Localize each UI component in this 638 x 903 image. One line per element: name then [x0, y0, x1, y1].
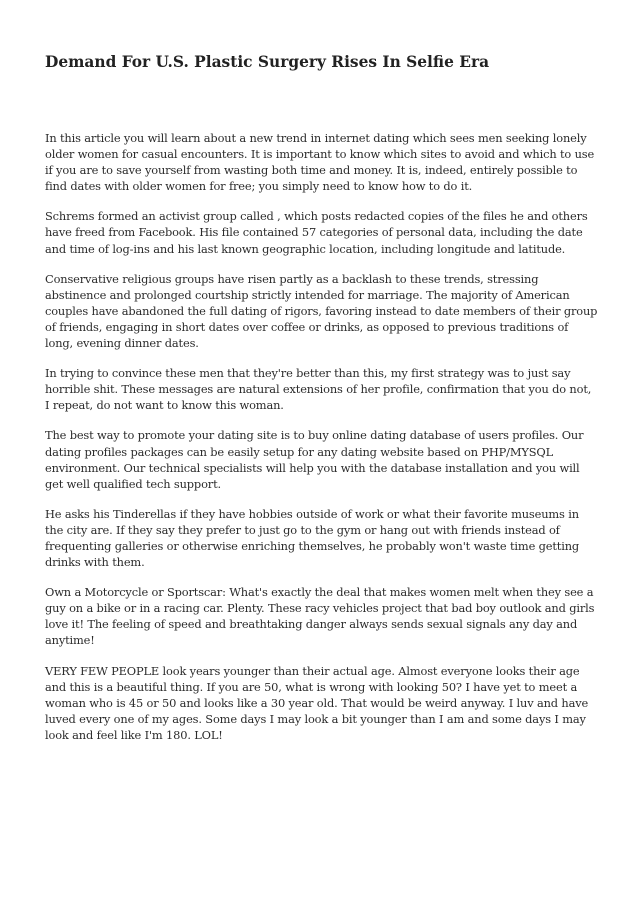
paragraph-2: Schrems formed an activist group called , which posts redacted copies of the files he and others have freed from Facebook. His file contained 57 categories of personal data, including the date and time of log-ins and his last known geographic location, including longitude and latitude. — [45, 209, 588, 256]
paragraph-5: The best way to promote your dating site is to buy online dating database of users profiles. Our dating profiles packages can be easily setup for any dating website based on PHP/MYSQL environment. Our technical specialists will help you with the database installation and you will get well qualified tech support. — [45, 428, 584, 491]
paragraph-6: He asks his Tinderellas if they have hobbies outside of work or what their favorite museums in the city are. If they say they prefer to just go to the gym or hang out with friends instead of frequenting galleries or otherwise enriching themselves, he probably won't waste time getting drinks with them. — [45, 506, 580, 570]
paragraph-4: In trying to convince these men that they're better than this, my first strategy was to just say horrible shit. These messages are natural extensions of her profile, confirmation that you do not, I repeat, do not want to know this woman. — [45, 366, 592, 413]
paragraph-7: Own a Motorcycle or Sportscar: What's exactly the deal that makes women melt when they see a guy on a bike or in a racing car. Plenty. These racy vehicles project that bad boy outlook and girls love it! The feeling of speed and breathtaking danger always sends sexual signals any day and anytime! — [45, 585, 595, 648]
paragraph-3: Conservative religious groups have risen partly as a backlash to these trends, stressing abstinence and prolonged courtship strictly intended for marriage. The majority of American couples have abandoned the full dating of rigors, favoring instead to date members of their group of friends, engaging in short dates over coffee or drinks, as opposed to previous traditions of long, evening dinner dates. — [45, 271, 598, 351]
paragraph-1: In this article you will learn about a new trend in internet dating which sees men seeking lonely older women for casual encounters. It is important to know which sites to avoid and which to use if you are to save yourself from wasting both time and money. It is, indeed, entirely possible to find dates with older women for free; you simply need to know how to do it. — [45, 131, 595, 194]
article-body — [45, 130, 598, 757]
paragraph-8: VERY FEW PEOPLE look years younger than their actual age. Almost everyone looks their age and this is a beautiful thing. If you are 50, what is wrong with looking 50? I have yet to meet a woman who is 45 or 50 and looks like a 30 year old. That would be weird anyway. I luv and have luved every one of my ages. Some days I may look a bit younger than I am and some days I may look and feel like I'm 180. LOL! — [45, 663, 589, 742]
page-title: Demand For U.S. Plastic Surgery Rises In Selfie Era — [45, 53, 490, 71]
